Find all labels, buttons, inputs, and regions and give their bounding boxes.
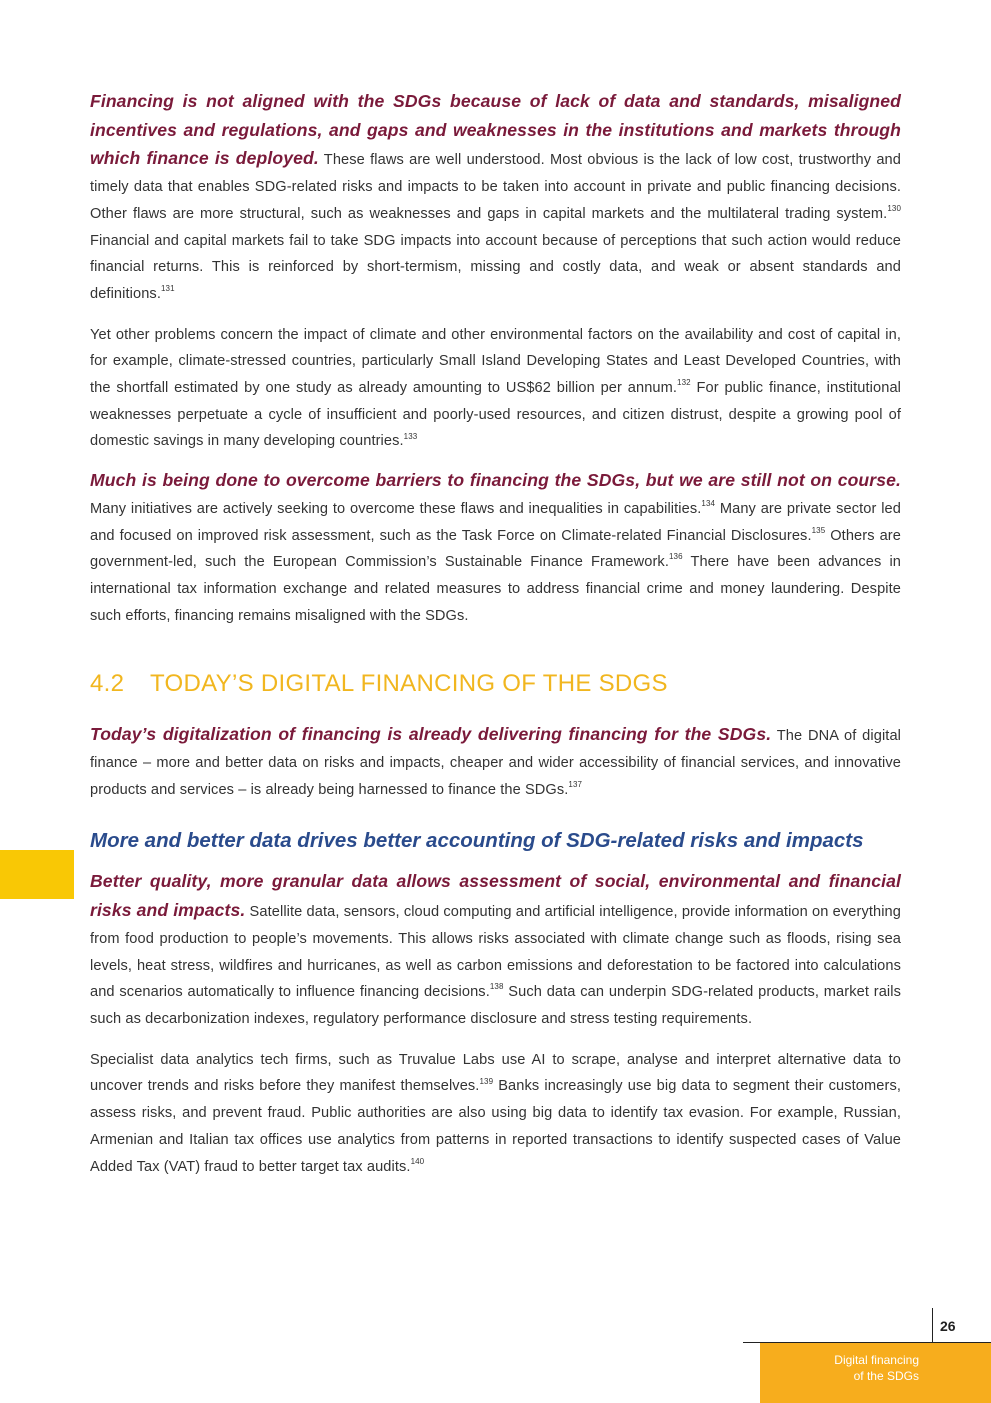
footnote-ref[interactable]: 137 [568, 779, 583, 789]
footer-label [834, 1352, 919, 1384]
main-content [90, 88, 901, 1180]
side-accent-block [0, 850, 74, 899]
footnote-ref[interactable]: 135 [811, 525, 826, 535]
footer-label-line1: Digital financing [834, 1353, 919, 1367]
paragraph-other-problems: Yet other problems concern the impact of climate and other environmental factors on the availability and cost of capital in, for example, climate-stressed countries, particularly Small Island Developing States and Least Developed Countries, with the shortfall estimated by one study as already amounting to US$62 billion per annum.$^{132}$ For public finance, institutional weaknesses perpetuate a cycle of insufficient and poorly-used resources, and citizen distrust, despite a growing pool of domestic savings in many developing countries.$^{133}$ [90, 326, 901, 450]
paragraph-specialist-firms: Specialist data analytics tech firms, such as Truvalue Labs use AI to scrape, analyse and interpret alternative data to uncover trends and risks before they manifest themselves.$^{139}$ Banks increasingly use big data to segment their customers, assess risks, and prevent fraud. Public authorities are also using big data to identify tax evasion. For example, Russian, Armenian and Italian tax offices use analytics from patterns in reported transactions to identify suspected cases of Value Added Tax (VAT) fraud to better target tax audits.$^{140}$ [90, 1051, 901, 1175]
paragraph-better-data: Better quality, more granular data allows assessment of social, environmental and financial risks and impacts. Satellite data, sensors, cloud computing and artificial intelligence, provide information on everything from food production to people’s movements. This allows risks associated with climate change such as floods, rising sea levels, heat stress, wildfires and hurricanes, as well as carbon emissions and deforestation to be factored into calculations and scenarios automatically to influence financing decisions.$^{138}$ Such data can underpin SDG-related products, market rails such as decarbonization indexes, regulatory performance disclosure and stress testing requirements. [90, 871, 901, 1027]
paragraph-lead: Financing is not aligned with the SDGs because of lack of data and standards, misaligned incentives and regulations, and gaps and weaknesses in the institutions and markets through which finance is deployed. [90, 91, 901, 169]
footnote-ref[interactable]: 132 [677, 378, 691, 388]
page-number: 26 [940, 1318, 956, 1334]
footnote-ref[interactable]: 140 [410, 1156, 425, 1166]
paragraph-overcome-barriers: Much is being done to overcome barriers to financing the SDGs, but we are still not on course. Many initiatives are actively seeking to overcome these flaws and inequalities in capabilities.$^{134}$ Many are private sector led and focused on improved risk assessment, such as the Task Force on Climate-related Financial Disclosures.$^{135}$ Others are government-led, such the European Commission’s Sustainable Finance Framework.$^{136}$ There have been advances in international tax information exchange and related measures to address financial crime and money laundering. Despite such efforts, financing remains misaligned with the SDGs. [90, 470, 902, 624]
paragraph-lead: Much is being done to overcome barriers to financing the SDGs, but we are still not on course. [90, 470, 901, 491]
section-number: 4.2 [90, 670, 125, 698]
footer-label-line2: of the SDGs [853, 1369, 919, 1383]
paragraph-financing-not-aligned: Financing is not aligned with the SDGs because of lack of data and standards, misaligned incentives and regulations, and gaps and weaknesses in the institutions and markets through which finance is deployed. These flaws are well understood. Most obvious is the lack of low cost, trustworthy and timely data that enables SDG-related risks and impacts to be taken into account in private and public financing decisions. Other flaws are more structural, such as weaknesses and gaps in capital markets and the multilateral trading system.$^{130}$ Financial and capital markets fail to take SDG impacts into account because of perceptions that such action would reduce financial returns. This is reinforced by short-termism, missing and costly data, and weak or absent standards and definitions.$^{131}$ [90, 91, 901, 302]
footnote-ref[interactable]: 134 [701, 498, 716, 508]
footnote-ref[interactable]: 130 [887, 203, 901, 213]
footnote-ref[interactable]: 136 [669, 552, 683, 562]
paragraph-lead: Better quality, more granular data allows assessment of social, environmental and financial risks and impacts. [90, 871, 901, 921]
section-title: TODAY’S DIGITAL FINANCING OF THE SDGS [150, 670, 668, 698]
paragraph-lead: Today’s digitalization of financing is already delivering financing for the SDGs. [90, 724, 772, 745]
section-heading [90, 669, 901, 699]
footnote-ref[interactable]: 138 [489, 982, 504, 992]
footnote-ref[interactable]: 139 [479, 1076, 494, 1086]
subsection-heading: More and better data drives better accounting of SDG-related risks and impacts [90, 829, 864, 853]
footnote-ref[interactable]: 133 [403, 431, 418, 441]
footer-label-box [760, 1343, 991, 1403]
paragraph-digitalization: Today’s digitalization of financing is already delivering financing for the SDGs. The DNA of digital finance – more and better data on risks and impacts, cheaper and wider accessibility of financial services, and innovative products and services – is already being harnessed to finance the SDGs.$^{137}$ [90, 724, 901, 798]
footnote-ref[interactable]: 131 [160, 284, 175, 294]
